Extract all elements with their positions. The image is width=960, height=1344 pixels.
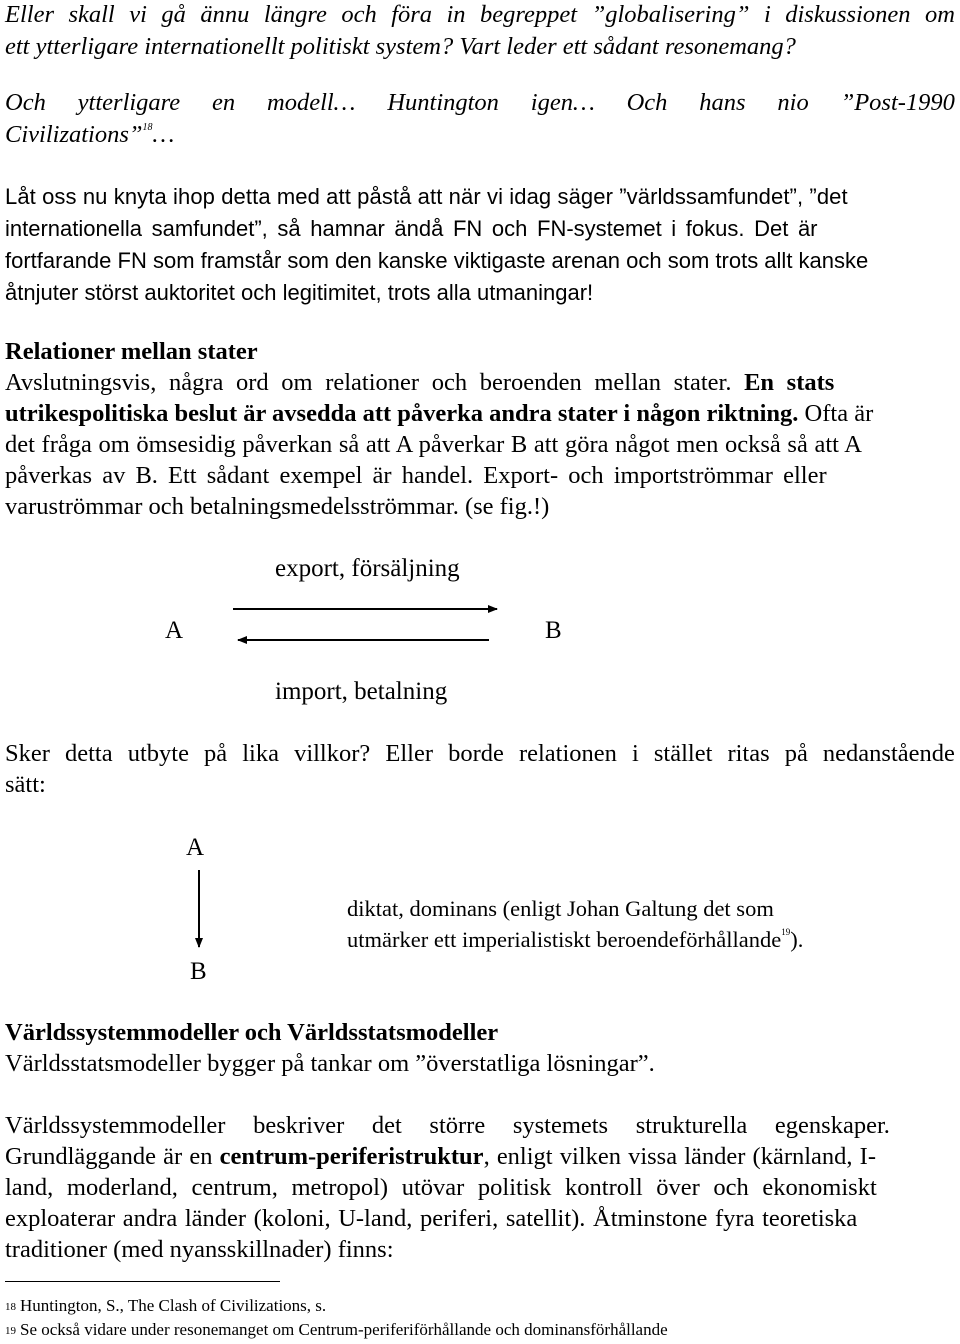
- word: ”globalisering”: [591, 1, 750, 28]
- word: gå: [161, 1, 186, 28]
- word: relationen: [518, 740, 617, 767]
- word: diskussionen: [785, 1, 911, 28]
- footnote-ref-18[interactable]: 18: [142, 122, 153, 133]
- word: nio: [777, 89, 809, 116]
- worldsystem-p2-line-4: exploaterar andra länder (koloni, U-land, periferi, satellit). Åtminstone fyra teoretiska: [5, 1205, 858, 1232]
- word: igen…: [530, 89, 595, 116]
- worldsystem-p2-text-2c: , enligt vilken vissa länder (kärnland, I-: [483, 1143, 876, 1170]
- footnote-18-text: Huntington, S., The Clash of Civilizations, s.: [20, 1296, 327, 1315]
- diagram1-node-a: A: [165, 617, 184, 644]
- word: i: [631, 740, 639, 767]
- word: villkor?: [294, 740, 371, 767]
- word: i: [763, 1, 771, 28]
- diagram2-node-a: A: [186, 834, 205, 861]
- relations-heading: Relationer mellan stater: [5, 338, 258, 365]
- word: stället: [653, 740, 713, 767]
- word: Och: [5, 89, 46, 116]
- relations-line-3: det fråga om ömsesidig påverkan så att A påverkar B att göra något men också så att A: [5, 431, 862, 458]
- worldsystem-p2-text-2b: centrum-periferistruktur: [219, 1143, 484, 1170]
- fn-para-line-2: internationella samfundet”, så hamnar ändå FN och FN-systemet i fokus. Det är: [5, 216, 818, 241]
- diagram2-text-2b: ).: [790, 927, 804, 952]
- diagram1-export-label: export, försäljning: [275, 555, 460, 582]
- word: borde: [448, 740, 504, 767]
- relations-text-2a: utrikespolitiska beslut är avsedda att påverka andra stater i någon riktning.: [5, 400, 799, 427]
- worldsystem-p2-line-2: [5, 1143, 876, 1171]
- footnote-18: [5, 1296, 326, 1316]
- word: på: [784, 740, 808, 767]
- word: längre: [263, 1, 327, 28]
- worldsystem-line-1: Världsstatsmodeller bygger på tankar om ”överstatliga lösningar”.: [5, 1050, 655, 1077]
- fn-para-line-3: fortfarande FN som framstår som den kanske viktigaste arenan och som trots allt kanske: [5, 248, 869, 273]
- question-line-1: [5, 740, 955, 768]
- word: Sker: [5, 740, 50, 767]
- footnote-18-number: 18: [5, 1301, 16, 1313]
- word: lika: [242, 740, 279, 767]
- relations-line-5: varuströmmar och betalningsmedelsströmmar. (se fig.!): [5, 493, 550, 520]
- footnote-separator: [5, 1281, 280, 1282]
- word: föra: [391, 1, 433, 28]
- relations-text-1a: Avslutningsvis, några ord om relationer och beroenden mellan stater.: [5, 369, 732, 396]
- word: ytterligare: [77, 89, 181, 116]
- word: ännu: [200, 1, 250, 28]
- intro-line-2: ett ytterligare internationellt politiskt system? Vart leder ett sådant resonemang?: [5, 33, 796, 60]
- footnote-19: [5, 1320, 668, 1340]
- word: nedanstående: [822, 740, 955, 767]
- worldsystem-p2-line-3: land, moderland, centrum, metropol) utövar politisk kontroll över och ekonomiskt: [5, 1174, 877, 1201]
- word: skall: [68, 1, 115, 28]
- fn-para-line-4: åtnjuter störst auktoritet och legitimitet, trots alla utmaningar!: [5, 280, 594, 305]
- word: in: [446, 1, 466, 28]
- question-line-2: sätt:: [5, 771, 46, 798]
- diagram2-node-b: B: [190, 958, 207, 985]
- worldsystem-p2-line-1: Världssystemmodeller beskriver det större systemets strukturella egenskaper.: [5, 1112, 890, 1139]
- word: utbyte: [127, 740, 189, 767]
- huntington-ellipsis: …: [152, 121, 175, 148]
- word: ”Post-1990: [840, 89, 955, 116]
- diagram2-text-2a: utmärker ett imperialistiskt beroendeförhållande: [347, 927, 782, 952]
- relations-text-1b: En stats: [744, 369, 835, 396]
- word: och: [341, 1, 377, 28]
- footnote-ref-19[interactable]: 19: [781, 927, 791, 937]
- word: på: [204, 740, 228, 767]
- word: vi: [129, 1, 147, 28]
- word: Eller: [385, 740, 433, 767]
- diagram2-text-2: [347, 927, 803, 953]
- diagram1-node-b: B: [545, 617, 562, 644]
- word: Eller: [5, 1, 54, 28]
- worldsystem-heading: Världssystemmodeller och Världsstatsmodeller: [5, 1019, 499, 1046]
- word: ritas: [727, 740, 770, 767]
- worldsystem-p2-text-2a: Grundläggande är en: [5, 1143, 213, 1170]
- relations-text-2b: Ofta är: [804, 400, 874, 427]
- diagram2-text-1: diktat, dominans (enligt Johan Galtung det som: [347, 896, 774, 921]
- word: detta: [65, 740, 113, 767]
- word: en: [212, 89, 236, 116]
- word: begreppet: [480, 1, 578, 28]
- word: Och: [626, 89, 668, 116]
- diagram1-import-label: import, betalning: [275, 678, 448, 705]
- relations-line-4: påverkas av B. Ett sådant exempel är handel. Export- och importströmmar eller: [5, 462, 827, 489]
- fn-para-line-1: Låt oss nu knyta ihop detta med att påstå att när vi idag säger ”världssamfundet”, ”det: [5, 184, 848, 209]
- word: hans: [699, 89, 746, 116]
- word: modell…: [267, 89, 356, 116]
- word: Huntington: [387, 89, 499, 116]
- worldsystem-p2-line-5: traditioner (med nyansskillnader) finns:: [5, 1236, 394, 1263]
- footnote-19-number: 19: [5, 1325, 16, 1337]
- word: om: [924, 1, 955, 28]
- footnote-19-text: Se också vidare under resonemanget om Centrum-periferiförhållande och dominansförhållande: [20, 1320, 668, 1339]
- huntington-text-2: Civilizations”: [5, 121, 143, 148]
